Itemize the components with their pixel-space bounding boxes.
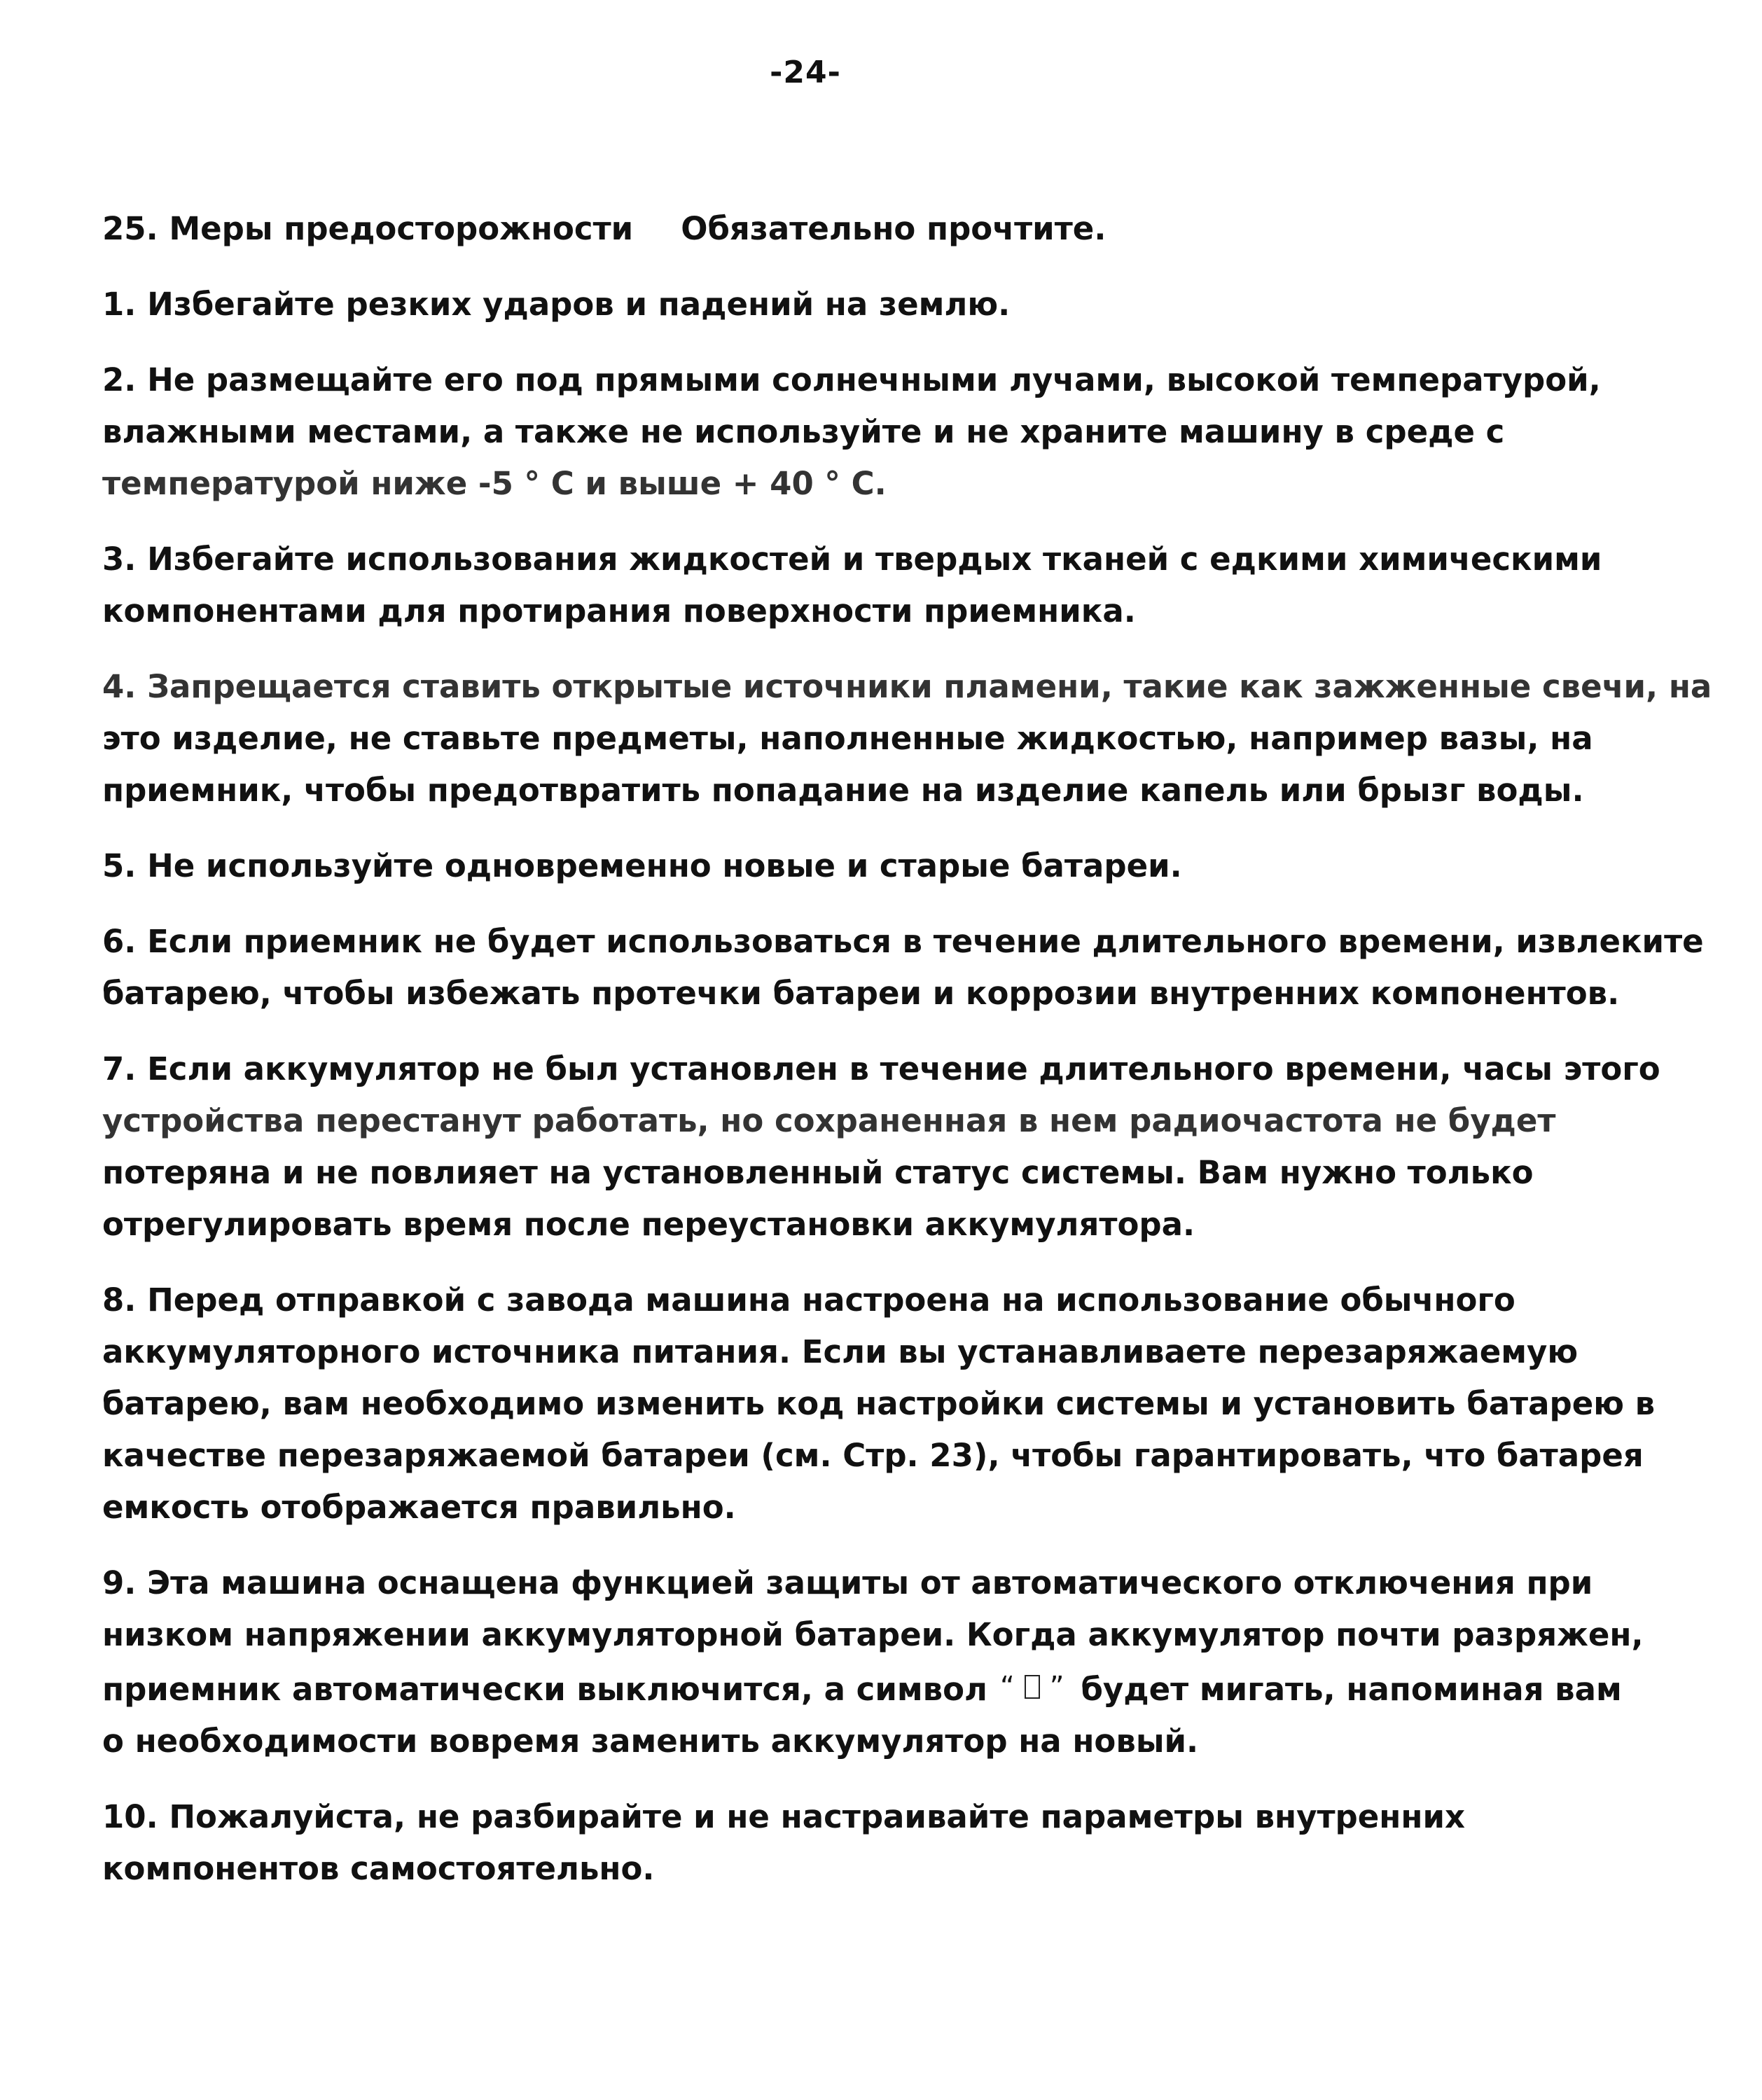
precaution-item-2 bbox=[102, 354, 1664, 510]
text-segment: будет мигать, напоминая вам bbox=[1081, 1671, 1622, 1708]
text-line: приемник, чтобы предотвратить попадание на изделие капель или брызг воды. bbox=[102, 772, 1584, 809]
precaution-item-3 bbox=[102, 534, 1664, 637]
precaution-item-9 bbox=[102, 1557, 1664, 1767]
text-line: 8. Перед отправкой с завода машина настроена на использование обычного bbox=[102, 1281, 1515, 1319]
text-line: о необходимости вовремя заменить аккумулятор на новый. bbox=[102, 1723, 1199, 1760]
precaution-item-10 bbox=[102, 1791, 1664, 1895]
text-line: температурой ниже -5 ° С и выше + 40 ° С. bbox=[102, 465, 887, 502]
text-line: 3. Избегайте использования жидкостей и твердых тканей с едкими химическими bbox=[102, 541, 1602, 578]
precaution-item-4 bbox=[102, 661, 1712, 816]
precaution-item-8 bbox=[102, 1274, 1664, 1534]
text-line: 6. Если приемник не будет использоваться в течение длительного времени, извлеките bbox=[102, 923, 1704, 960]
quote-open: “ bbox=[1000, 1671, 1015, 1703]
battery-symbol bbox=[1000, 1661, 1064, 1713]
text-line: низком напряжении аккумуляторной батареи. Когда аккумулятор почти разряжен, bbox=[102, 1616, 1644, 1653]
text-line: влажными местами, а также не используйте и не храните машину в среде с bbox=[102, 413, 1505, 450]
text-line-with-symbol bbox=[102, 1661, 1664, 1716]
page-content bbox=[102, 203, 1712, 1919]
text-line: 4. Запрещается ставить открытые источники пламени, такие как зажженные свечи, на bbox=[102, 668, 1712, 705]
section-note: Обязательно прочтите. bbox=[681, 210, 1107, 247]
precaution-item-6 bbox=[102, 916, 1704, 1020]
text-line: батарею, чтобы избежать протечки батареи и коррозии внутренних компонентов. bbox=[102, 975, 1620, 1012]
text-line: потеряна и не повлияет на установленный статус системы. Вам нужно только bbox=[102, 1154, 1534, 1191]
text-line: качестве перезаряжаемой батареи (см. Стр. 23), чтобы гарантировать, что батарея bbox=[102, 1437, 1644, 1474]
page-number: -24- bbox=[770, 55, 841, 90]
text-line: 5. Не используйте одновременно новые и старые батареи. bbox=[102, 847, 1182, 884]
text-line: аккумуляторного источника питания. Если вы устанавливаете перезаряжаемую bbox=[102, 1333, 1579, 1370]
text-line: емкость отображается правильно. bbox=[102, 1489, 736, 1526]
quote-close: ” bbox=[1049, 1671, 1064, 1703]
text-line: устройства перестанут работать, но сохраненная в нем радиочастота не будет bbox=[102, 1102, 1556, 1139]
text-line: 9. Эта машина оснащена функцией защиты от автоматического отключения при bbox=[102, 1564, 1593, 1601]
precaution-item-1 bbox=[102, 279, 1664, 331]
section-title: 25. Меры предосторожности bbox=[102, 210, 634, 247]
text-line: 1. Избегайте резких ударов и падений на землю. bbox=[102, 286, 1011, 323]
text-line: это изделие, не ставьте предметы, наполненные жидкостью, например вазы, на bbox=[102, 720, 1593, 757]
text-line: отрегулировать время после переустановки аккумулятора. bbox=[102, 1206, 1195, 1243]
text-line: компонентами для протирания поверхности приемника. bbox=[102, 592, 1136, 630]
precaution-item-5 bbox=[102, 840, 1664, 892]
text-line: 10. Пожалуйста, не разбирайте и не настраивайте параметры внутренних bbox=[102, 1798, 1466, 1835]
text-segment: приемник автоматически выключится, а символ bbox=[102, 1671, 988, 1708]
text-line: батарею, вам необходимо изменить код настройки системы и установить батарею в bbox=[102, 1385, 1656, 1422]
text-line: 2. Не размещайте его под прямыми солнечными лучами, высокой температурой, bbox=[102, 361, 1601, 398]
text-line: компонентов самостоятельно. bbox=[102, 1850, 655, 1887]
section-heading bbox=[102, 203, 1664, 255]
text-line: 7. Если аккумулятор не был установлен в течение длительного времени, часы этого bbox=[102, 1050, 1660, 1087]
precaution-item-7 bbox=[102, 1043, 1664, 1251]
battery-icon bbox=[1025, 1675, 1040, 1699]
